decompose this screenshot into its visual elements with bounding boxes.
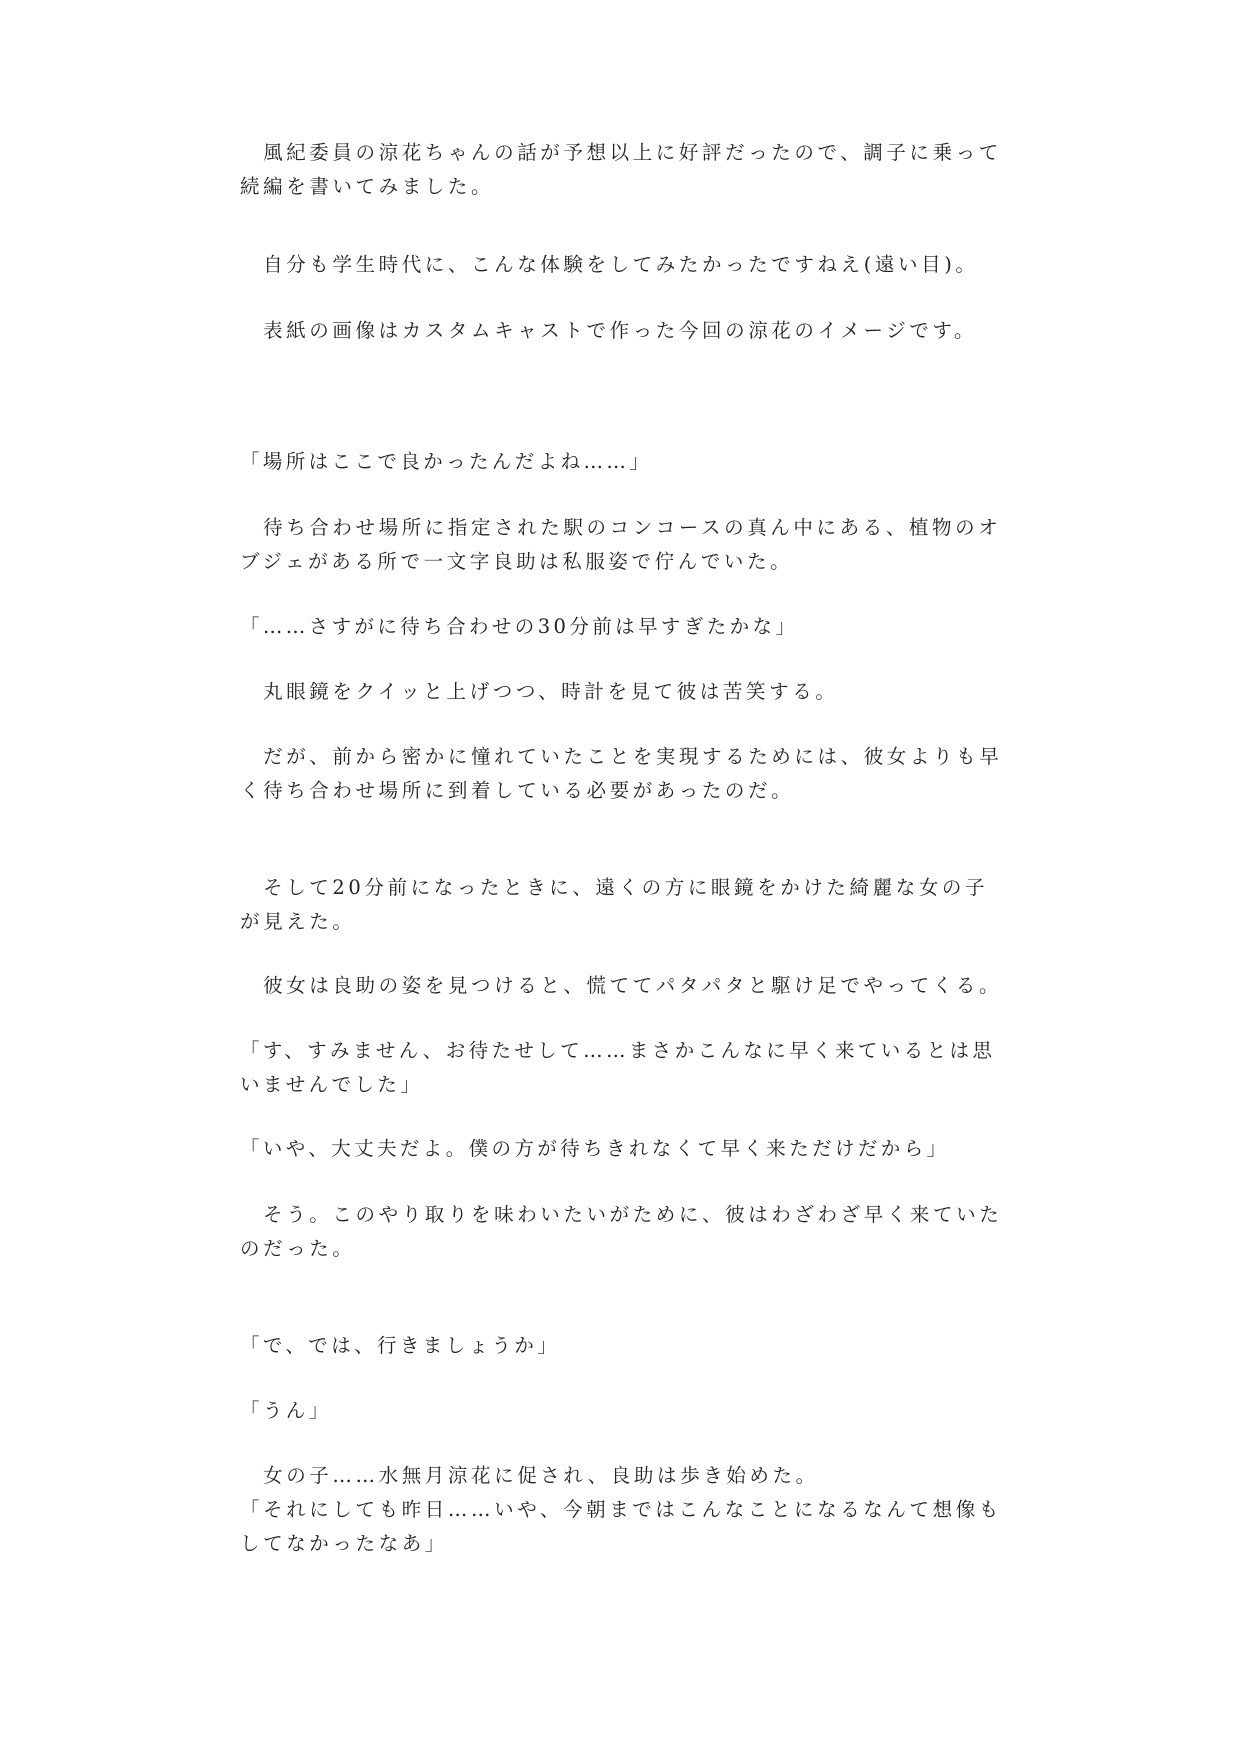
- paragraph-dialogue-5: 「で、では、行きましょうか」: [240, 1334, 561, 1357]
- paragraph-narration-6: そう。このやり取りを味わいたいがために、彼はわざわざ早く来ていたのだった。: [240, 1203, 1003, 1260]
- paragraph-author-note-1: 風紀委員の涼花ちゃんの話が予想以上に好評だったので、調子に乗って続編を書いてみました。: [240, 141, 1002, 198]
- paragraph-narration-5: 彼女は良助の姿を見つけると、慌ててパタパタと駆け足でやってくる。: [240, 974, 1003, 997]
- paragraph-author-note-3: 表紙の画像はカスタムキャストで作った今回の涼花のイメージです。: [240, 319, 978, 342]
- paragraph-dialogue-1: 「場所はここで良かったんだよね……」: [240, 450, 653, 473]
- paragraph-narration-1: 待ち合わせ場所に指定された駅のコンコースの真ん中にある、植物のオブジェがある所で一文字良助は私服姿で佇んでいた。: [240, 516, 1002, 573]
- paragraph-dialogue-4: 「いや、大丈夫だよ。僕の方が待ちきれなくて早く来ただけだから」: [240, 1137, 950, 1160]
- paragraph-dialogue-3: 「す、すみません、お待たせして……まさかこんなに早く来ているとは思いませんでした」: [240, 1039, 996, 1096]
- paragraph-narration-7: 女の子……水無月涼花に促され、良助は歩き始めた。 「それにしても昨日……いや、今朝まではこんなことになるなんて想像もしてなかったなあ」: [240, 1464, 1002, 1555]
- paragraph-dialogue-6: 「うん」: [240, 1399, 332, 1422]
- paragraph-dialogue-2: 「……さすがに待ち合わせの30分前は早すぎたかな」: [240, 615, 799, 638]
- paragraph-author-note-2: 自分も学生時代に、こんな体験をしてみたかったですねえ(遠い目)。: [240, 253, 979, 276]
- paragraph-narration-3: だが、前から密かに憧れていたことを実現するためには、彼女よりも早く待ち合わせ場所に到着している必要があったのだ。: [240, 745, 1003, 802]
- paragraph-narration-2: 丸眼鏡をクイッと上げつつ、時計を見て彼は苦笑する。: [240, 680, 839, 703]
- paragraph-narration-4: そして20分前になったときに、遠くの方に眼鏡をかけた綺麗な女の子が見えた。: [240, 876, 989, 933]
